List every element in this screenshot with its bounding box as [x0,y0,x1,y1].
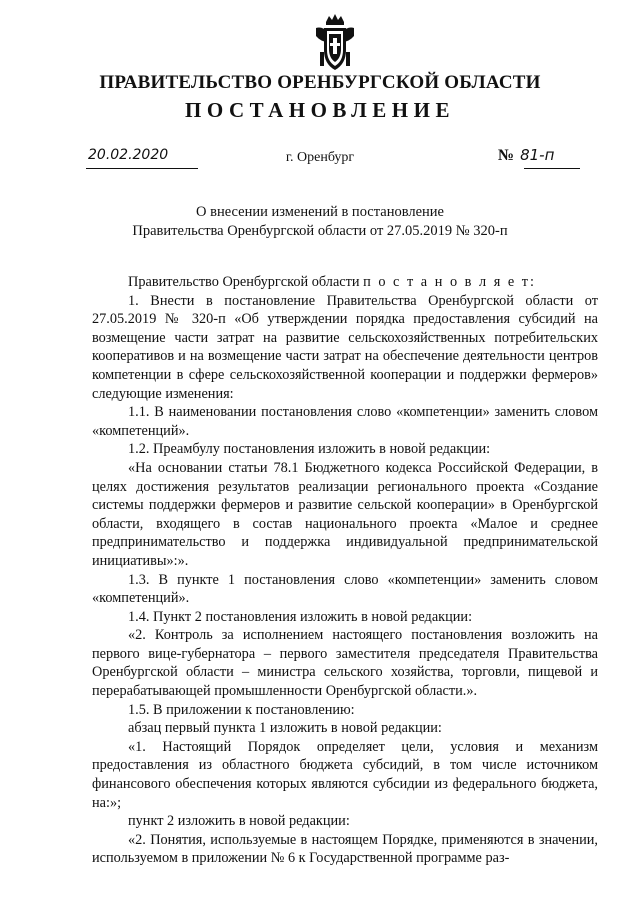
intro-text: Правительство Оренбургской области [128,274,364,290]
intro-spaced: п о с т а н о в л я е т: [363,274,536,290]
body-paragraph: 1.5. В приложении к постановлению: [128,701,355,718]
date-underline [86,168,198,169]
body-paragraph: «2. Контроль за исполнением настоящего постановления возложить на первого вице-губернатора – первого заместителя председателя Правительства Оренбургской области – министра сельского хозяйства, торговли, пищевой и перерабатывающей промышленности Оренбургской области.». [92,627,598,700]
body-paragraph: 1.4. Пункт 2 постановления изложить в новой редакции: [128,608,473,625]
number-sign: № [498,147,515,164]
body-paragraph: «1. Настоящий Порядок определяет цели, условия и механизм предоставления из областного бюджета субсидий, в том числе источником финансового обеспечения которых являются субсидии из федерального бюджета, на:»; [92,738,598,811]
subject-line: О внесении изменений в постановление [196,204,444,220]
government-name: ПРАВИТЕЛЬСТВО ОРЕНБУРГСКОЙ ОБЛАСТИ [99,72,541,93]
document-date: 20.02.2020 [88,147,169,163]
number-underline [524,168,580,169]
body-paragraph: 1. Внести в постановление Правительства Оренбургской области от 27.05.2019 № 320-п «Об утверждении порядка предоставления субсидий на возмещение части затрат на развитие сельскохозяйственных потребительских кооперативов и на возмещение части затрат на обеспечение деятельности центров компетенции в сфере сельскохозяйственной кооперации и поддержки фермеров» следующие изменения: [92,292,598,402]
body-paragraph: 1.3. В пункте 1 постановления слово «компетенции» заменить словом «компетенций». [92,571,598,607]
number-value: 81-п [520,146,555,164]
subject-line: Правительства Оренбургской области от 27.05.2019 № 320-п [132,223,508,239]
document-number [498,146,554,165]
coat-of-arms-icon [312,12,358,72]
body-paragraph: 1.2. Преамбулу постановления изложить в новой редакции: [128,441,491,458]
body-paragraph: абзац первый пункта 1 изложить в новой редакции: [128,720,442,737]
body-paragraph: 1.1. В наименовании постановления слово «компетенции» заменить словом «компетенций». [92,404,598,439]
body-paragraph: «На основании статьи 78.1 Бюджетного кодекса Российской Федерации, в целях достижения результатов реализации регионального проекта «Создание системы поддержки фермеров и развитие сельской кооперации» в Оренбургской области, входящего в состав национального проекта «Малое и среднее предпринимательство и поддержка индивидуальной предпринимательской инициативы»:». [92,459,598,569]
document-city: г. Оренбург [285,150,355,165]
document-type: ПОСТАНОВЛЕНИЕ [185,98,455,122]
document-body [92,273,598,868]
body-paragraph: пункт 2 изложить в новой редакции: [128,813,350,830]
intro-paragraph [92,273,598,292]
document-subject [0,203,640,241]
body-paragraph: «2. Понятия, используемые в настоящем Порядке, применяются в значении, используемом в приложении № 6 к Государственной программе раз- [92,831,598,867]
